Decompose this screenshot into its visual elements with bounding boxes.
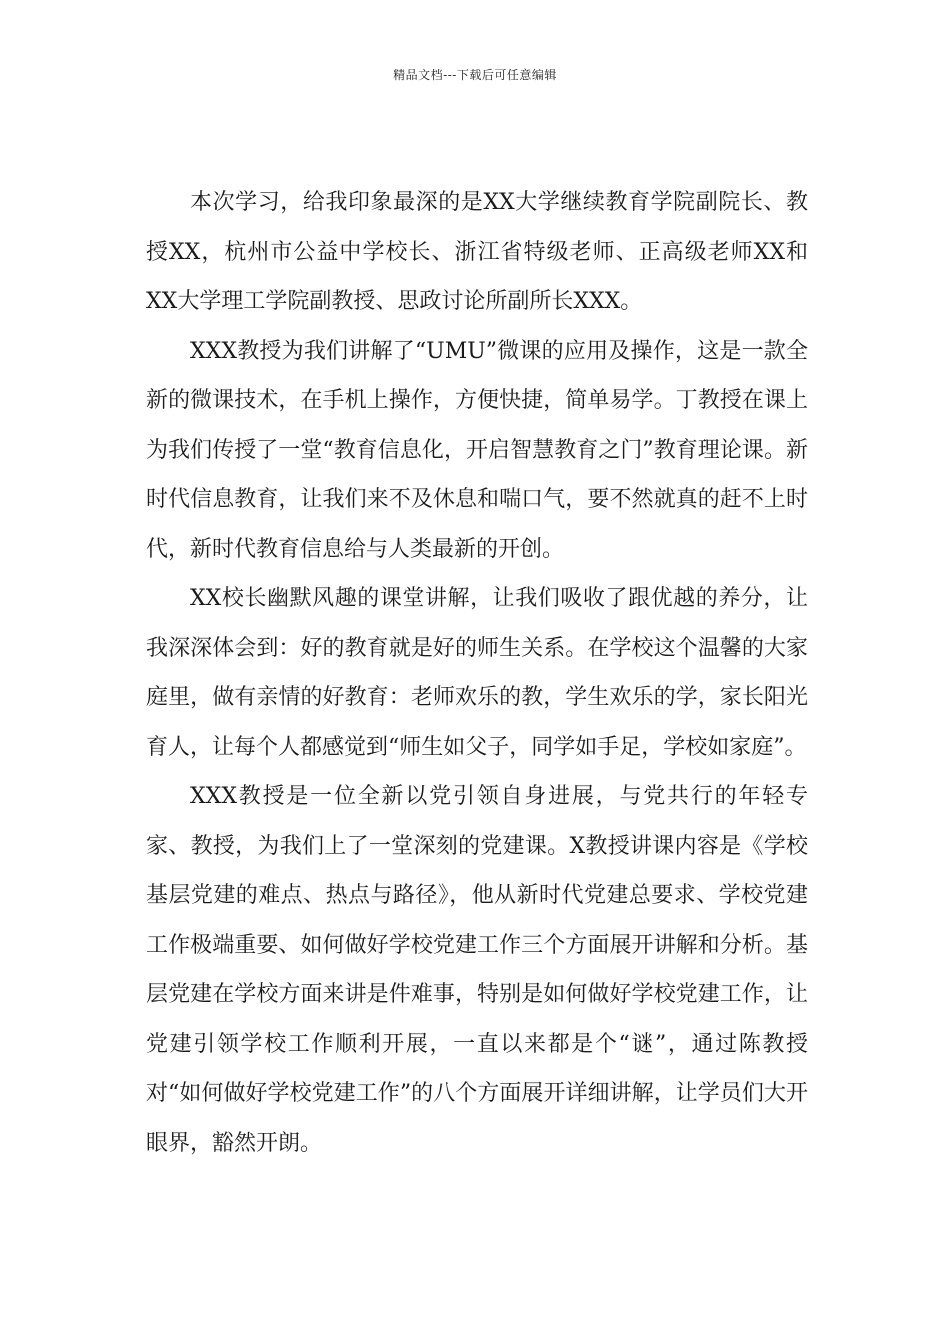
document-body xyxy=(146,178,808,1168)
page-header: 精品文档---下载后可任意编辑 xyxy=(393,68,557,82)
paragraph: 本次学习，给我印象最深的是XX大学继续教育学院副院长、教授XX，杭州市公益中学校长、浙江省特级老师、正高级老师XX和XX大学理工学院副教授、思政讨论所副所长XXX。 xyxy=(146,190,808,314)
paragraph: XXX教授是一位全新以党引领自身进展，与党共行的年轻专家、教授，为我们上了一堂深刻的党建课。X教授讲课内容是《学校基层党建的难点、热点与路径》，他从新时代党建总要求、学校党建工作极端重要、如何做好学校党建工作三个方面展开讲解和分析。基层党建在学校方面来讲是件难事，特别是如何做好学校党建工作，让党建引领学校工作顺利开展，一直以来都是个“谜”，通过陈教授对“如何做好学校党建工作”的八个方面展开详细讲解，让学员们大开眼界，豁然开朗。 xyxy=(146,784,808,1156)
paragraph: XX校长幽默风趣的课堂讲解，让我们吸收了跟优越的养分，让我深深体会到：好的教育就是好的师生关系。在学校这个温馨的大家庭里，做有亲情的好教育：老师欢乐的教，学生欢乐的学，家长阳光育人，让每个人都感觉到“师生如父子，同学如手足，学校如家庭”。 xyxy=(146,586,808,760)
paragraph: XXX教授为我们讲解了“UMU”微课的应用及操作，这是一款全新的微课技术，在手机上操作，方便快捷，简单易学。丁教授在课上为我们传授了一堂“教育信息化，开启智慧教育之门”教育理论课。新时代信息教育，让我们来不及休息和喘口气，要不然就真的赶不上时代，新时代教育信息给与人类最新的开创。 xyxy=(146,338,808,562)
